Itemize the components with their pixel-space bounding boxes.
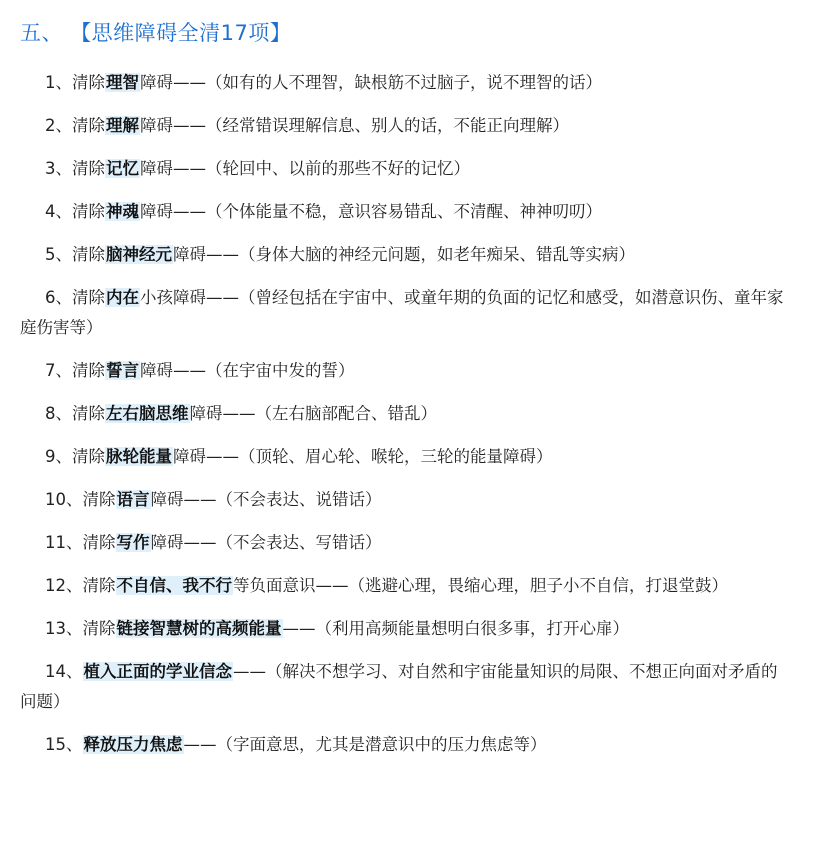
- item-keyword: 释放压力焦虑: [83, 735, 183, 754]
- item-description: 小孩障碍——（曾经包括在宇宙中、或童年期的负面的记忆和感受，如潜意识伤、童年家庭伤害等）: [20, 288, 784, 337]
- item-keyword: 写作: [116, 533, 150, 552]
- item-description: 障碍——（顶轮、眉心轮、喉轮，三轮的能量障碍）: [173, 447, 553, 466]
- item-keyword: 理智: [106, 73, 139, 92]
- item-description: 等负面意识——（逃避心理，畏缩心理，胆子小不自信，打退堂鼓）: [233, 576, 728, 595]
- list-item: [45, 485, 785, 515]
- item-description: ——（利用高频能量想明白很多事，打开心扉）: [282, 619, 629, 638]
- item-keyword: 脉轮能量: [106, 447, 172, 466]
- item-description: ——（字面意思，尤其是潜意识中的压力焦虑等）: [183, 735, 547, 754]
- item-prefix: 清除: [72, 288, 105, 307]
- item-prefix: 清除: [72, 404, 105, 423]
- item-prefix: 清除: [82, 533, 116, 552]
- item-keyword: 脑神经元: [106, 245, 172, 264]
- item-number: 12、: [45, 576, 83, 595]
- item-prefix: 清除: [82, 619, 116, 638]
- list-item: [20, 657, 785, 717]
- item-description: 障碍——（个体能量不稳，意识容易错乱、不清醒、神神叨叨）: [140, 202, 602, 221]
- item-number: 11、: [45, 533, 83, 552]
- item-keyword: 不自信、我不行: [116, 576, 232, 595]
- item-description: 障碍——（不会表达、写错话）: [150, 533, 382, 552]
- item-keyword: 语言: [116, 490, 150, 509]
- item-prefix: 清除: [82, 576, 116, 595]
- item-number: 6、: [45, 288, 72, 307]
- item-number: 8、: [45, 404, 72, 423]
- list-item: [20, 283, 785, 343]
- list-item: [45, 197, 785, 227]
- item-description: 障碍——（如有的人不理智，缺根筋不过脑子，说不理智的话）: [140, 73, 602, 92]
- list-item: [45, 730, 785, 760]
- item-prefix: 清除: [72, 447, 105, 466]
- list-item: [45, 240, 785, 270]
- list-item: [45, 68, 785, 98]
- item-keyword: 记忆: [106, 159, 139, 178]
- section-number: 五、: [20, 21, 63, 45]
- item-number: 10、: [45, 490, 83, 509]
- item-number: 7、: [45, 361, 72, 380]
- item-prefix: 清除: [72, 245, 105, 264]
- item-number: 5、: [45, 245, 72, 264]
- section-title-text: 【思维障碍全清17项】: [70, 21, 292, 45]
- item-description: ——（解决不想学习、对自然和宇宙能量知识的局限、不想正向面对矛盾的问题）: [20, 662, 778, 711]
- list-item: [45, 356, 785, 386]
- item-prefix: 清除: [72, 159, 105, 178]
- item-number: 15、: [45, 735, 83, 754]
- item-keyword: 理解: [106, 116, 139, 135]
- list-item: [20, 571, 785, 601]
- item-number: 1、: [45, 73, 72, 92]
- list-item: [45, 528, 785, 558]
- list-item: [45, 154, 785, 184]
- item-keyword: 左右脑思维: [106, 404, 189, 423]
- item-number: 13、: [45, 619, 83, 638]
- item-description: 障碍——（轮回中、以前的那些不好的记忆）: [140, 159, 470, 178]
- list-item: [45, 614, 785, 644]
- item-prefix: 清除: [72, 202, 105, 221]
- item-prefix: 清除: [72, 73, 105, 92]
- item-keyword: 神魂: [106, 202, 139, 221]
- list-item: [45, 399, 785, 429]
- item-keyword: 誓言: [106, 361, 139, 380]
- clearing-items-list: [20, 68, 785, 773]
- item-number: 3、: [45, 159, 72, 178]
- item-keyword: 链接智慧树的高频能量: [116, 619, 282, 638]
- item-description: 障碍——（在宇宙中发的誓）: [140, 361, 355, 380]
- section-heading: [20, 18, 291, 48]
- item-description: 障碍——（身体大脑的神经元问题，如老年痴呆、错乱等实病）: [173, 245, 635, 264]
- list-item: [45, 442, 785, 472]
- item-prefix: 清除: [72, 361, 105, 380]
- item-keyword: 内在: [106, 288, 139, 307]
- item-description: 障碍——（左右脑部配合、错乱）: [189, 404, 437, 423]
- item-number: 2、: [45, 116, 72, 135]
- item-keyword: 植入正面的学业信念: [83, 662, 232, 681]
- item-number: 9、: [45, 447, 72, 466]
- item-number: 14、: [45, 662, 83, 681]
- item-number: 4、: [45, 202, 72, 221]
- list-item: [45, 111, 785, 141]
- item-prefix: 清除: [72, 116, 105, 135]
- item-prefix: 清除: [82, 490, 116, 509]
- item-description: 障碍——（经常错误理解信息、别人的话，不能正向理解）: [140, 116, 569, 135]
- item-description: 障碍——（不会表达、说错话）: [150, 490, 382, 509]
